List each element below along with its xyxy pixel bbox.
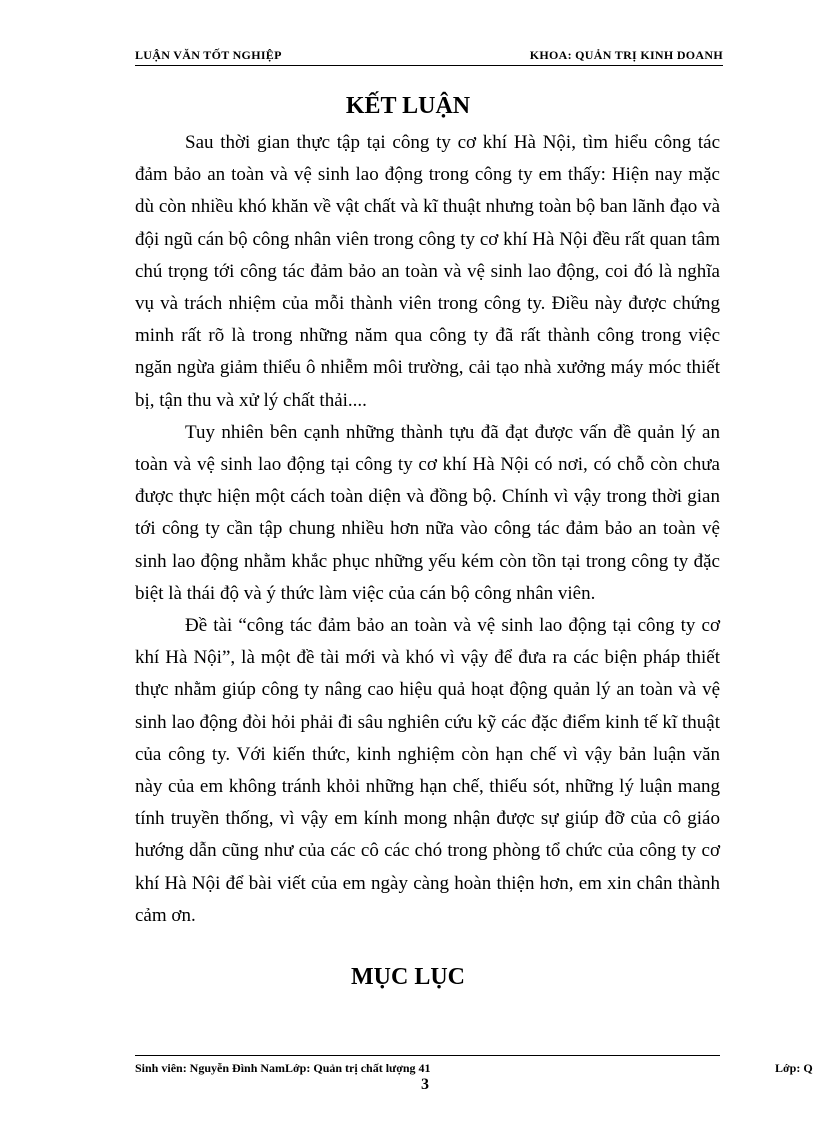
paragraph: Tuy nhiên bên cạnh những thành tựu đã đạt được vấn đề quản lý an toàn và vệ sinh lao động tại công ty cơ khí Hà Nội có nơi, có chỗ còn chưa được thực hiện một cách toàn diện và đồng bộ. Chính vì vậy trong thời gian tới công ty cần tập chung nhiều hơn nữa vào công tác đảm bảo an toàn vệ sinh lao động nhằm khắc phục những yếu kém còn tồn tại trong công ty đặc biệt là thái độ và ý thức làm việc của cán bộ công nhân viên. bbox=[135, 421, 720, 604]
page-number: 3 bbox=[421, 1076, 429, 1093]
page-header bbox=[135, 48, 723, 66]
paragraph: Sau thời gian thực tập tại công ty cơ khí Hà Nội, tìm hiểu công tác đảm bảo an toàn và vệ sinh lao động trong công ty em thấy: Hiện nay mặc dù còn nhiều khó khăn về vật chất và kĩ thuật nhưng toàn bộ ban lãnh đạo và đội ngũ cán bộ công nhân viên trong công ty cơ khí Hà Nội đều rất quan tâm chú trọng tới công tác đảm bảo an toàn và vệ sinh lao động, coi đó là nghĩa vụ và trách nhiệm của mỗi thành viên trong công ty. Điều này được chứng minh rất rõ là trong những năm qua công ty đã rất thành công trong việc ngăn ngừa giảm thiểu ô nhiễm môi trường, cải tạo nhà xưởng máy móc thiết bị, tận thu và xử lý chất thải.... bbox=[135, 132, 720, 411]
header-faculty-label: KHOA: QUẢN TRỊ KINH DOANH bbox=[529, 48, 723, 62]
toc-title: MỤC LỤC bbox=[351, 964, 465, 990]
paragraph: Đề tài “công tác đảm bảo an toàn và vệ sinh lao động tại công ty cơ khí Hà Nội”, là một đề tài mới và khó vì vậy để đưa ra các biện pháp thiết thực nhằm giúp công ty nâng cao hiệu quả hoạt động quản lý an toàn và vệ sinh lao động đòi hỏi phải đi sâu nghiên cứu kỹ các đặc điểm kinh tế kĩ thuật của công ty. Với kiến thức, kinh nghiệm còn hạn chế vì vậy bản luận văn này của em không tránh khỏi những hạn chế, thiếu sót, những lý luận mang tính truyền thống, vì vậy em kính mong nhận được sự giúp đỡ của cô giáo hướng dẫn cũng như của các cô các chó trong phòng tổ chức của công ty cơ khí Hà Nội để bài viết của em ngày càng hoàn thiện hơn, em xin chân thành cảm ơn. bbox=[135, 615, 720, 926]
conclusion-body bbox=[135, 127, 720, 932]
conclusion-title: KẾT LUẬN bbox=[345, 93, 471, 119]
footer-class-label: Lớp: Q bbox=[775, 1061, 813, 1075]
footer-divider bbox=[135, 1055, 720, 1056]
footer-student-info: Sinh viên: Nguyễn Đình NamLớp: Quản trị chất lượng 41 bbox=[135, 1061, 431, 1075]
page-footer bbox=[135, 1061, 816, 1076]
header-thesis-label: LUẬN VĂN TỐT NGHIỆP bbox=[135, 48, 282, 62]
